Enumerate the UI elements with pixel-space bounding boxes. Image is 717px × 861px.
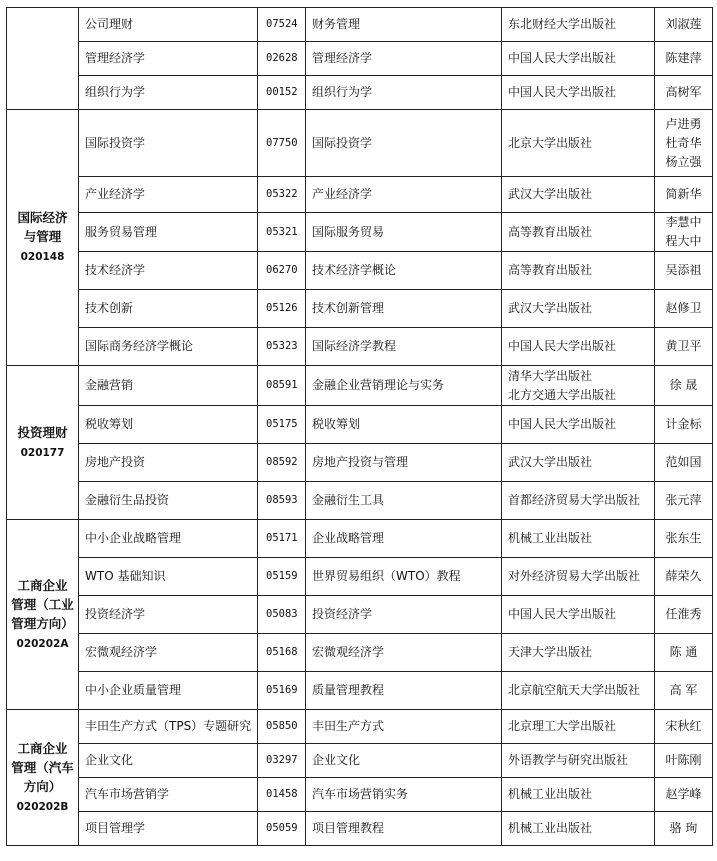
publisher	[502, 558, 655, 596]
textbook-title: 组织行为学	[306, 76, 502, 110]
author-line: 张元萍	[665, 493, 702, 507]
publisher	[502, 366, 655, 406]
author-line: 徐 晟	[669, 378, 698, 392]
table-row	[7, 252, 713, 290]
major-name: 工商企业 管理（汽车 方向）	[11, 740, 74, 794]
textbook-title: 国际服务贸易	[306, 213, 502, 252]
author-line: 吴添祖	[665, 263, 702, 277]
author	[655, 42, 713, 76]
major-code: 020202A	[16, 637, 69, 650]
textbook-title: 汽车市场营销实务	[306, 778, 502, 812]
textbook-title: 技术经济学概论	[306, 252, 502, 290]
course-code: 05126	[258, 290, 306, 328]
author	[655, 520, 713, 558]
publisher	[502, 177, 655, 213]
table-row	[7, 778, 713, 812]
major-cell	[7, 710, 79, 846]
course-code: 00152	[258, 76, 306, 110]
table-row	[7, 520, 713, 558]
course-code: 05159	[258, 558, 306, 596]
course-code: 05175	[258, 406, 306, 444]
author-line: 叶陈刚	[665, 753, 702, 767]
publisher-line: 中国人民大学出版社	[508, 607, 617, 621]
table-row	[7, 366, 713, 406]
table-row	[7, 42, 713, 76]
publisher	[502, 110, 655, 177]
course-code: 05322	[258, 177, 306, 213]
publisher	[502, 76, 655, 110]
table-row	[7, 710, 713, 744]
author-line: 陈 通	[669, 645, 698, 659]
publisher-line: 高等教育出版社	[508, 224, 593, 239]
course-name: 服务贸易管理	[79, 213, 258, 252]
author	[655, 177, 713, 213]
author-line: 杨立强	[665, 154, 702, 169]
publisher	[502, 290, 655, 328]
textbook-title: 投资经济学	[306, 596, 502, 634]
course-code: 08591	[258, 366, 306, 406]
author	[655, 482, 713, 520]
publisher	[502, 710, 655, 744]
course-name: 技术创新	[79, 290, 258, 328]
publisher	[502, 634, 655, 672]
author-line: 计金标	[665, 417, 702, 431]
table-row	[7, 110, 713, 177]
major-cell	[7, 110, 79, 366]
course-name: 宏微观经济学	[79, 634, 258, 672]
author	[655, 444, 713, 482]
course-name: 产业经济学	[79, 177, 258, 213]
major-name: 工商企业 管理（工业 管理方向）	[11, 577, 74, 631]
table-row	[7, 482, 713, 520]
publisher	[502, 444, 655, 482]
publisher	[502, 482, 655, 520]
publisher	[502, 406, 655, 444]
textbook-title: 企业战略管理	[306, 520, 502, 558]
course-code: 02628	[258, 42, 306, 76]
author-line: 高树军	[665, 85, 702, 99]
publisher-line: 武汉大学出版社	[508, 301, 593, 315]
publisher-line: 北京理工大学出版社	[508, 719, 617, 733]
publisher-line: 北京大学出版社	[508, 135, 593, 150]
table-row	[7, 444, 713, 482]
table-row	[7, 76, 713, 110]
major-cell	[7, 366, 79, 520]
table-row	[7, 328, 713, 366]
table-row	[7, 672, 713, 710]
author-line: 李慧中	[665, 215, 702, 229]
publisher-line: 清华大学出版社	[508, 368, 593, 383]
author-line: 高 军	[669, 683, 698, 697]
textbook-title: 项目管理教程	[306, 812, 502, 846]
author-line: 赵修卫	[665, 301, 702, 315]
course-code: 05850	[258, 710, 306, 744]
author	[655, 710, 713, 744]
publisher-line: 武汉大学出版社	[508, 455, 593, 469]
course-name: 税收筹划	[79, 406, 258, 444]
textbook-title: 金融企业营销理论与实务	[306, 366, 502, 406]
publisher	[502, 8, 655, 42]
publisher	[502, 672, 655, 710]
publisher-line: 机械工业出版社	[508, 531, 593, 545]
table-row	[7, 290, 713, 328]
author-line: 程大中	[665, 234, 702, 248]
table-row	[7, 8, 713, 42]
textbook-title: 财务管理	[306, 8, 502, 42]
course-name: 管理经济学	[79, 42, 258, 76]
author	[655, 596, 713, 634]
author-line: 赵学峰	[665, 787, 702, 801]
publisher-line: 机械工业出版社	[508, 787, 593, 801]
author-line: 简新华	[665, 187, 702, 201]
textbook-title: 丰田生产方式	[306, 710, 502, 744]
author	[655, 76, 713, 110]
course-name: 金融衍生品投资	[79, 482, 258, 520]
author	[655, 558, 713, 596]
publisher-line: 外语教学与研究出版社	[508, 753, 629, 767]
publisher-line: 中国人民大学出版社	[508, 51, 617, 65]
author	[655, 366, 713, 406]
course-name: 组织行为学	[79, 76, 258, 110]
course-name: 丰田生产方式（TPS）专题研究	[79, 710, 258, 744]
author-line: 任淮秀	[665, 607, 702, 621]
table-row	[7, 177, 713, 213]
author	[655, 672, 713, 710]
textbook-title: 金融衍生工具	[306, 482, 502, 520]
course-name: 中小企业战略管理	[79, 520, 258, 558]
table-row	[7, 744, 713, 778]
author-line: 薛荣久	[665, 569, 702, 583]
textbook-title: 宏微观经济学	[306, 634, 502, 672]
course-code: 05171	[258, 520, 306, 558]
publisher	[502, 328, 655, 366]
table-row	[7, 213, 713, 252]
author-line: 杜奇华	[665, 135, 702, 150]
author-line: 陈建萍	[665, 51, 702, 65]
publisher-line: 武汉大学出版社	[508, 187, 593, 201]
course-name: 技术经济学	[79, 252, 258, 290]
author	[655, 213, 713, 252]
textbook-title: 管理经济学	[306, 42, 502, 76]
publisher-line: 机械工业出版社	[508, 821, 593, 835]
table-row	[7, 406, 713, 444]
publisher	[502, 778, 655, 812]
major-cell	[7, 8, 79, 110]
publisher	[502, 812, 655, 846]
table-row	[7, 558, 713, 596]
publisher-line: 首都经济贸易大学出版社	[508, 493, 641, 507]
author-line: 张东生	[665, 531, 702, 545]
table-row	[7, 812, 713, 846]
textbook-title: 国际经济学教程	[306, 328, 502, 366]
course-code: 05169	[258, 672, 306, 710]
course-name: 中小企业质量管理	[79, 672, 258, 710]
major-code: 020148	[20, 251, 65, 263]
textbook-title: 房地产投资与管理	[306, 444, 502, 482]
course-name: 投资经济学	[79, 596, 258, 634]
course-code: 08593	[258, 482, 306, 520]
author	[655, 634, 713, 672]
course-name: 国际投资学	[79, 110, 258, 177]
author	[655, 406, 713, 444]
author-line: 黄卫平	[665, 339, 702, 353]
table-body	[7, 8, 713, 846]
course-code: 05059	[258, 812, 306, 846]
author-line: 骆 珣	[669, 821, 698, 835]
course-textbook-table	[6, 7, 713, 846]
author	[655, 252, 713, 290]
publisher	[502, 596, 655, 634]
course-name: 企业文化	[79, 744, 258, 778]
course-name: WTO 基础知识	[79, 558, 258, 596]
author	[655, 328, 713, 366]
major-code: 020177	[20, 446, 65, 459]
course-name: 项目管理学	[79, 812, 258, 846]
author	[655, 290, 713, 328]
publisher-line: 中国人民大学出版社	[508, 85, 617, 99]
course-code: 01458	[258, 778, 306, 812]
course-code: 05083	[258, 596, 306, 634]
publisher-line: 天津大学出版社	[508, 645, 593, 659]
course-code: 06270	[258, 252, 306, 290]
textbook-title: 企业文化	[306, 744, 502, 778]
author-line: 宋秋红	[665, 719, 702, 733]
publisher-line: 对外经济贸易大学出版社	[508, 569, 641, 583]
publisher	[502, 252, 655, 290]
textbook-title: 技术创新管理	[306, 290, 502, 328]
major-cell	[7, 520, 79, 710]
course-code: 03297	[258, 744, 306, 778]
course-code: 05168	[258, 634, 306, 672]
course-code: 08592	[258, 444, 306, 482]
author	[655, 812, 713, 846]
publisher	[502, 744, 655, 778]
publisher-line: 东北财经大学出版社	[508, 17, 617, 31]
course-name: 国际商务经济学概论	[79, 328, 258, 366]
author	[655, 8, 713, 42]
course-name: 房地产投资	[79, 444, 258, 482]
publisher	[502, 213, 655, 252]
table-row	[7, 596, 713, 634]
author-line: 卢进勇	[665, 116, 702, 131]
textbook-title: 世界贸易组织（WTO）教程	[306, 558, 502, 596]
major-code: 020202B	[16, 800, 69, 813]
publisher-line: 北京航空航天大学出版社	[508, 683, 641, 697]
course-name: 公司理财	[79, 8, 258, 42]
course-name: 金融营销	[79, 366, 258, 406]
major-name: 投资理财	[17, 424, 68, 440]
publisher-line: 高等教育出版社	[508, 263, 593, 277]
textbook-title: 质量管理教程	[306, 672, 502, 710]
course-code: 07750	[258, 110, 306, 177]
author-line: 范如国	[665, 455, 702, 469]
textbook-title: 国际投资学	[306, 110, 502, 177]
publisher	[502, 42, 655, 76]
author-line: 刘淑莲	[665, 17, 702, 31]
course-code: 07524	[258, 8, 306, 42]
author	[655, 778, 713, 812]
course-code: 05323	[258, 328, 306, 366]
author	[655, 744, 713, 778]
table-row	[7, 634, 713, 672]
textbook-title: 产业经济学	[306, 177, 502, 213]
author	[655, 110, 713, 177]
course-code: 05321	[258, 213, 306, 252]
publisher-line: 中国人民大学出版社	[508, 417, 617, 431]
major-name: 国际经济 与管理	[17, 210, 68, 244]
textbook-title: 税收筹划	[306, 406, 502, 444]
publisher-line: 北方交通大学出版社	[508, 387, 617, 402]
course-name: 汽车市场营销学	[79, 778, 258, 812]
publisher	[502, 520, 655, 558]
publisher-line: 中国人民大学出版社	[508, 339, 617, 353]
